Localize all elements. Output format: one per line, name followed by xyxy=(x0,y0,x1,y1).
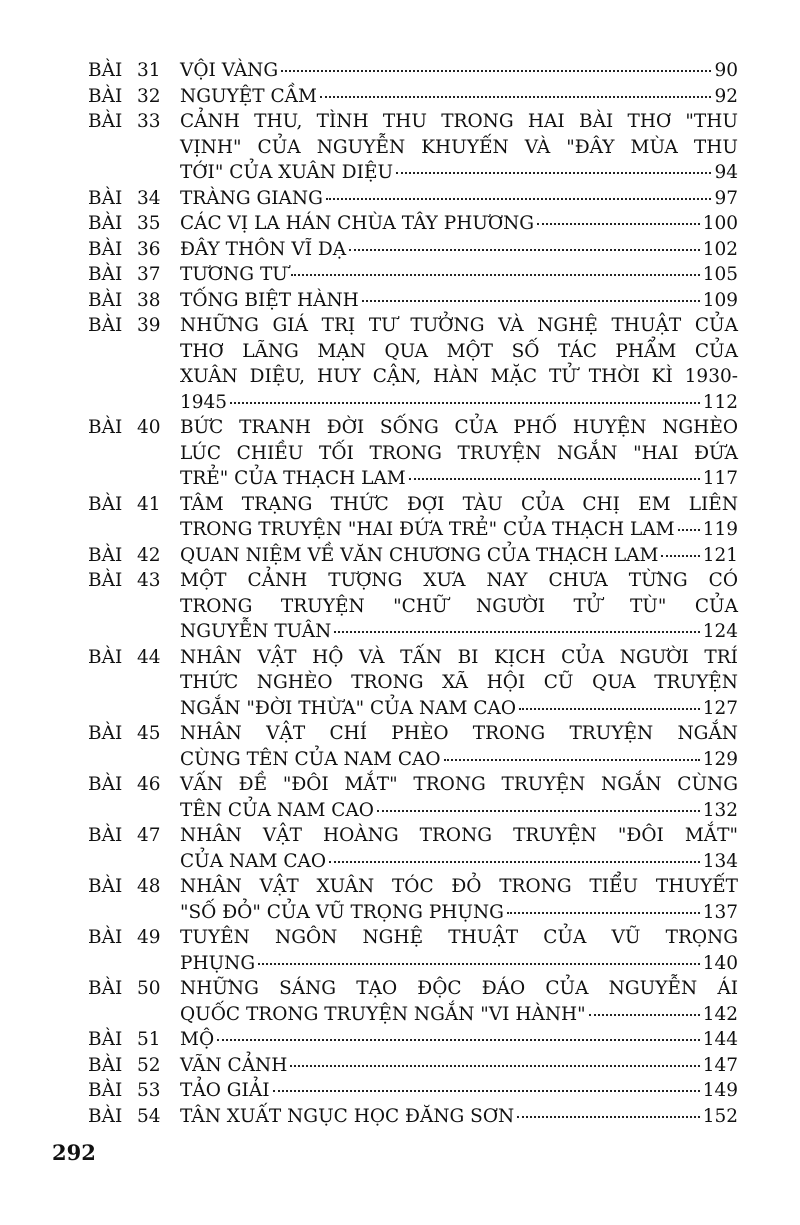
toc-page-number: 129 xyxy=(702,748,738,770)
toc-entry xyxy=(88,492,738,543)
dot-leader xyxy=(517,1116,699,1118)
lesson-title-text: CỦA NAM CAO xyxy=(180,850,327,872)
toc-page-number: 97 xyxy=(714,187,738,209)
lesson-title-text: TỚI" CỦA XUÂN DIỆU xyxy=(180,162,394,183)
lesson-title-line: TRONG TRUYỆN "CHỮ NGƯỜI TỬ TÙ" CỦA xyxy=(180,595,738,617)
lesson-number: 47 xyxy=(137,825,161,846)
toc-entry xyxy=(88,721,738,772)
lesson-title-line: THƠ LÃNG MẠN QUA MỘT SỐ TÁC PHẨM CỦA xyxy=(180,340,738,362)
dot-leader xyxy=(281,70,711,72)
toc-page-number: 105 xyxy=(702,264,738,285)
lesson-title-line: XUÂN DIỆU, HUY CẬN, HÀN MẶC TỬ THỜI KÌ 1930- xyxy=(180,366,738,387)
lesson-title-line xyxy=(180,186,738,212)
toc-page-number: 132 xyxy=(702,799,738,821)
lesson-number: 37 xyxy=(137,264,161,285)
toc-entry xyxy=(88,415,738,492)
lesson-label xyxy=(88,262,180,288)
toc-page-number: 102 xyxy=(702,238,738,260)
lesson-label xyxy=(88,1104,180,1130)
lesson-label xyxy=(88,109,180,186)
lesson-title-line xyxy=(180,747,738,773)
lesson-number: 49 xyxy=(137,927,161,948)
lesson-number: 33 xyxy=(137,111,161,132)
lesson-prefix: BÀI xyxy=(88,876,123,897)
lesson-label xyxy=(88,772,180,823)
lesson-title-line xyxy=(180,951,738,977)
toc-page-number: 92 xyxy=(714,85,738,107)
lesson-title-line: LÚC CHIỀU TỐI TRONG TRUYỆN NGẮN "HAI ĐỨA xyxy=(180,442,738,464)
lesson-label xyxy=(88,237,180,263)
lesson-title-text: NGUYỄN TUÂN xyxy=(180,621,332,642)
lesson-title-text: QUỐC TRONG TRUYỆN NGẮN "VI HÀNH" xyxy=(180,1003,586,1025)
lesson-title-line xyxy=(180,84,738,110)
lesson-title-line xyxy=(180,1078,738,1104)
toc-page-number: 140 xyxy=(702,952,738,974)
lesson-title-line xyxy=(180,849,738,875)
lesson-number: 54 xyxy=(137,1105,161,1127)
toc-page-number: 134 xyxy=(702,850,738,872)
lesson-label xyxy=(88,645,180,722)
lesson-prefix: BÀI xyxy=(88,1105,123,1127)
lesson-prefix: BÀI xyxy=(88,493,123,515)
lesson-prefix: BÀI xyxy=(88,646,123,668)
lesson-title-text: NGUYỆT CẦM xyxy=(180,85,317,107)
lesson-prefix: BÀI xyxy=(88,1029,123,1050)
lesson-label xyxy=(88,492,180,543)
lesson-title-line: NHÂN VẬT HOÀNG TRONG TRUYỆN "ĐÔI MẮT" xyxy=(180,825,738,846)
toc-entry xyxy=(88,288,738,314)
lesson-title-text: TRÀNG GIANG xyxy=(180,187,323,209)
lesson-prefix: BÀI xyxy=(88,238,123,260)
lesson-title-line xyxy=(180,696,738,722)
lesson-prefix: BÀI xyxy=(88,978,123,999)
lesson-title-text: ĐÂY THÔN VĨ DẠ xyxy=(180,238,347,260)
toc-entry xyxy=(88,237,738,263)
toc-page-number: 121 xyxy=(702,544,738,566)
toc-entry xyxy=(88,925,738,976)
lesson-title-text: 1945 xyxy=(180,391,228,413)
lesson-title-line xyxy=(180,1104,738,1130)
lesson-title-text: NGẮN "ĐỜI THỪA" CỦA NAM CAO xyxy=(180,697,517,719)
lesson-label xyxy=(88,874,180,925)
lesson-label xyxy=(88,1027,180,1053)
lesson-title-line xyxy=(180,900,738,926)
dot-leader xyxy=(377,810,700,812)
lesson-title-line xyxy=(180,58,738,84)
lesson-number: 48 xyxy=(137,876,161,897)
page-number: 292 xyxy=(52,1140,96,1165)
lesson-title-text: TRẺ" CỦA THẠCH LAM xyxy=(180,468,406,489)
lesson-title-line xyxy=(180,1053,738,1079)
lesson-prefix: BÀI xyxy=(88,1054,123,1076)
lesson-title-text: TỐNG BIỆT HÀNH xyxy=(180,289,359,311)
lesson-label xyxy=(88,84,180,110)
dot-leader xyxy=(291,274,700,276)
lesson-number: 40 xyxy=(137,417,161,438)
lesson-title-line: TUYÊN NGÔN NGHỆ THUẬT CỦA VŨ TRỌNG xyxy=(180,927,738,948)
toc-page-number: 90 xyxy=(714,60,738,81)
toc-entry xyxy=(88,313,738,415)
dot-leader xyxy=(409,478,700,480)
toc-page-number: 137 xyxy=(702,901,738,923)
toc-page-number: 144 xyxy=(702,1029,738,1050)
lesson-title-line: CẢNH THU, TÌNH THU TRONG HAI BÀI THƠ "THU xyxy=(180,111,738,132)
lesson-title-text: TÂN XUẤT NGỤC HỌC ĐĂNG SƠN xyxy=(180,1105,515,1127)
lesson-prefix: BÀI xyxy=(88,723,123,744)
lesson-number: 38 xyxy=(137,289,161,311)
dot-leader xyxy=(230,402,700,404)
toc-entry xyxy=(88,976,738,1027)
lesson-label xyxy=(88,1053,180,1079)
dot-leader xyxy=(326,198,712,200)
toc-page-number: 112 xyxy=(702,391,738,413)
lesson-title-line: TÂM TRẠNG THỨC ĐỢI TÀU CỦA CHỊ EM LIÊN xyxy=(180,493,738,515)
lesson-title-line: NHÂN VẬT HỘ VÀ TẤN BI KỊCH CỦA NGƯỜI TRÍ xyxy=(180,646,738,668)
toc-entry xyxy=(88,543,738,569)
lesson-title-line: VẤN ĐỀ "ĐÔI MẮT" TRONG TRUYỆN NGẮN CÙNG xyxy=(180,774,738,795)
toc-page-number: 124 xyxy=(702,621,738,642)
lesson-prefix: BÀI xyxy=(88,1080,123,1101)
toc-entry xyxy=(88,1027,738,1053)
lesson-number: 32 xyxy=(137,85,161,107)
dot-leader xyxy=(258,963,700,965)
lesson-prefix: BÀI xyxy=(88,825,123,846)
lesson-title-line xyxy=(180,798,738,824)
lesson-title-text: TRONG TRUYỆN "HAI ĐỨA TRẺ" CỦA THẠCH LAM xyxy=(180,519,675,540)
lesson-title-line xyxy=(180,517,738,543)
lesson-label xyxy=(88,186,180,212)
lesson-title-text: TẢO GIẢI xyxy=(180,1080,270,1101)
toc-entry xyxy=(88,186,738,212)
toc-page-number: 109 xyxy=(702,289,738,311)
lesson-number: 44 xyxy=(137,646,161,668)
lesson-title-line xyxy=(180,543,738,569)
toc-page-number: 94 xyxy=(714,162,738,183)
lesson-prefix: BÀI xyxy=(88,264,123,285)
lesson-label xyxy=(88,976,180,1027)
lesson-number: 41 xyxy=(137,493,161,515)
lesson-title-text: VỘI VÀNG xyxy=(180,60,279,81)
lesson-number: 52 xyxy=(137,1054,161,1076)
lesson-label xyxy=(88,313,180,415)
dot-leader xyxy=(273,1090,700,1092)
dot-leader xyxy=(519,708,700,710)
lesson-prefix: BÀI xyxy=(88,187,123,209)
toc-entry xyxy=(88,823,738,874)
lesson-prefix: BÀI xyxy=(88,111,123,132)
lesson-title-line: MỘT CẢNH TƯỢNG XƯA NAY CHƯA TỪNG CÓ xyxy=(180,570,738,591)
dot-leader xyxy=(396,172,711,174)
lesson-prefix: BÀI xyxy=(88,570,123,591)
lesson-prefix: BÀI xyxy=(88,60,123,81)
lesson-title-line: NHỮNG GIÁ TRỊ TƯ TƯỞNG VÀ NGHỆ THUẬT CỦA xyxy=(180,315,738,336)
toc-entry xyxy=(88,1104,738,1130)
lesson-label xyxy=(88,211,180,237)
lesson-title-line xyxy=(180,390,738,416)
lesson-title-line xyxy=(180,262,738,288)
toc-entry xyxy=(88,211,738,237)
lesson-title-line xyxy=(180,1002,738,1028)
lesson-title-line xyxy=(180,211,738,237)
lesson-title-text: TƯƠNG TƯ xyxy=(180,264,288,285)
lesson-label xyxy=(88,288,180,314)
lesson-title-text: QUAN NIỆM VỀ VĂN CHƯƠNG CỦA THẠCH LAM xyxy=(180,544,659,566)
lesson-title-line: NHỮNG SÁNG TẠO ĐỘC ĐÁO CỦA NGUYỄN ÁI xyxy=(180,978,738,999)
toc-page-number: 117 xyxy=(702,468,738,489)
toc-page-number: 100 xyxy=(702,213,738,234)
lesson-title-text: "SỐ ĐỎ" CỦA VŨ TRỌNG PHỤNG xyxy=(180,901,504,923)
lesson-prefix: BÀI xyxy=(88,544,123,566)
table-of-contents xyxy=(88,58,738,1129)
lesson-number: 46 xyxy=(137,774,161,795)
lesson-label xyxy=(88,58,180,84)
toc-page-number: 149 xyxy=(702,1080,738,1101)
lesson-title-line: NHÂN VẬT CHÍ PHÈO TRONG TRUYỆN NGẮN xyxy=(180,723,738,744)
lesson-prefix: BÀI xyxy=(88,315,123,336)
lesson-label xyxy=(88,823,180,874)
toc-entry xyxy=(88,645,738,722)
lesson-title-line: VỊNH" CỦA NGUYỄN KHUYẾN VÀ "ĐÂY MÙA THU xyxy=(180,136,738,158)
toc-page-number: 152 xyxy=(702,1105,738,1127)
toc-entry xyxy=(88,1053,738,1079)
lesson-prefix: BÀI xyxy=(88,774,123,795)
toc-page-number: 142 xyxy=(702,1003,738,1025)
lesson-number: 31 xyxy=(137,60,161,81)
lesson-number: 45 xyxy=(137,723,161,744)
lesson-label xyxy=(88,1078,180,1104)
lesson-title-line xyxy=(180,1027,738,1053)
dot-leader xyxy=(290,1065,699,1067)
toc-page-number: 119 xyxy=(702,519,738,540)
lesson-title-text: PHỤNG xyxy=(180,952,256,974)
dot-leader xyxy=(349,249,700,251)
lesson-label xyxy=(88,543,180,569)
dot-leader xyxy=(329,861,700,863)
lesson-number: 43 xyxy=(137,570,161,591)
lesson-title-line xyxy=(180,160,738,186)
lesson-label xyxy=(88,721,180,772)
dot-leader xyxy=(507,912,700,914)
lesson-number: 42 xyxy=(137,544,161,566)
dot-leader xyxy=(217,1039,700,1041)
lesson-title-text: CÁC VỊ LA HÁN CHÙA TÂY PHƯƠNG xyxy=(180,213,535,234)
lesson-title-line xyxy=(180,466,738,492)
toc-entry xyxy=(88,58,738,84)
lesson-title-text: MỘ xyxy=(180,1029,215,1050)
lesson-prefix: BÀI xyxy=(88,213,123,234)
lesson-prefix: BÀI xyxy=(88,289,123,311)
toc-entry xyxy=(88,772,738,823)
dot-leader xyxy=(334,631,699,633)
lesson-prefix: BÀI xyxy=(88,927,123,948)
lesson-title-line xyxy=(180,237,738,263)
lesson-label xyxy=(88,568,180,645)
toc-entry xyxy=(88,262,738,288)
dot-leader xyxy=(320,96,712,98)
lesson-prefix: BÀI xyxy=(88,85,123,107)
toc-entry xyxy=(88,84,738,110)
dot-leader xyxy=(362,300,700,302)
toc-page-number: 147 xyxy=(702,1054,738,1076)
lesson-prefix: BÀI xyxy=(88,417,123,438)
lesson-title-line: BỨC TRANH ĐỜI SỐNG CỦA PHỐ HUYỆN NGHÈO xyxy=(180,417,738,438)
dot-leader xyxy=(678,529,700,531)
toc-entry xyxy=(88,109,738,186)
dot-leader xyxy=(589,1014,700,1016)
lesson-label xyxy=(88,925,180,976)
lesson-number: 35 xyxy=(137,213,161,234)
lesson-number: 50 xyxy=(137,978,161,999)
toc-page-number: 127 xyxy=(702,697,738,719)
toc-entry xyxy=(88,568,738,645)
toc-entry xyxy=(88,1078,738,1104)
lesson-number: 53 xyxy=(137,1080,161,1101)
toc-entry xyxy=(88,874,738,925)
lesson-title-text: CÙNG TÊN CỦA NAM CAO xyxy=(180,748,441,770)
lesson-title-line xyxy=(180,619,738,645)
lesson-number: 34 xyxy=(137,187,161,209)
lesson-number: 51 xyxy=(137,1029,161,1050)
lesson-title-text: VÃN CẢNH xyxy=(180,1054,288,1076)
lesson-title-line: THỨC NGHÈO TRONG XÃ HỘI CŨ QUA TRUYỆN xyxy=(180,672,738,693)
lesson-number: 36 xyxy=(137,238,161,260)
lesson-number: 39 xyxy=(137,315,161,336)
dot-leader xyxy=(537,223,700,225)
lesson-title-text: TÊN CỦA NAM CAO xyxy=(180,799,374,821)
lesson-title-line xyxy=(180,288,738,314)
lesson-title-line: NHÂN VẬT XUÂN TÓC ĐỎ TRONG TIỂU THUYẾT xyxy=(180,876,738,897)
dot-leader xyxy=(661,555,699,557)
lesson-label xyxy=(88,415,180,492)
dot-leader xyxy=(444,759,700,761)
